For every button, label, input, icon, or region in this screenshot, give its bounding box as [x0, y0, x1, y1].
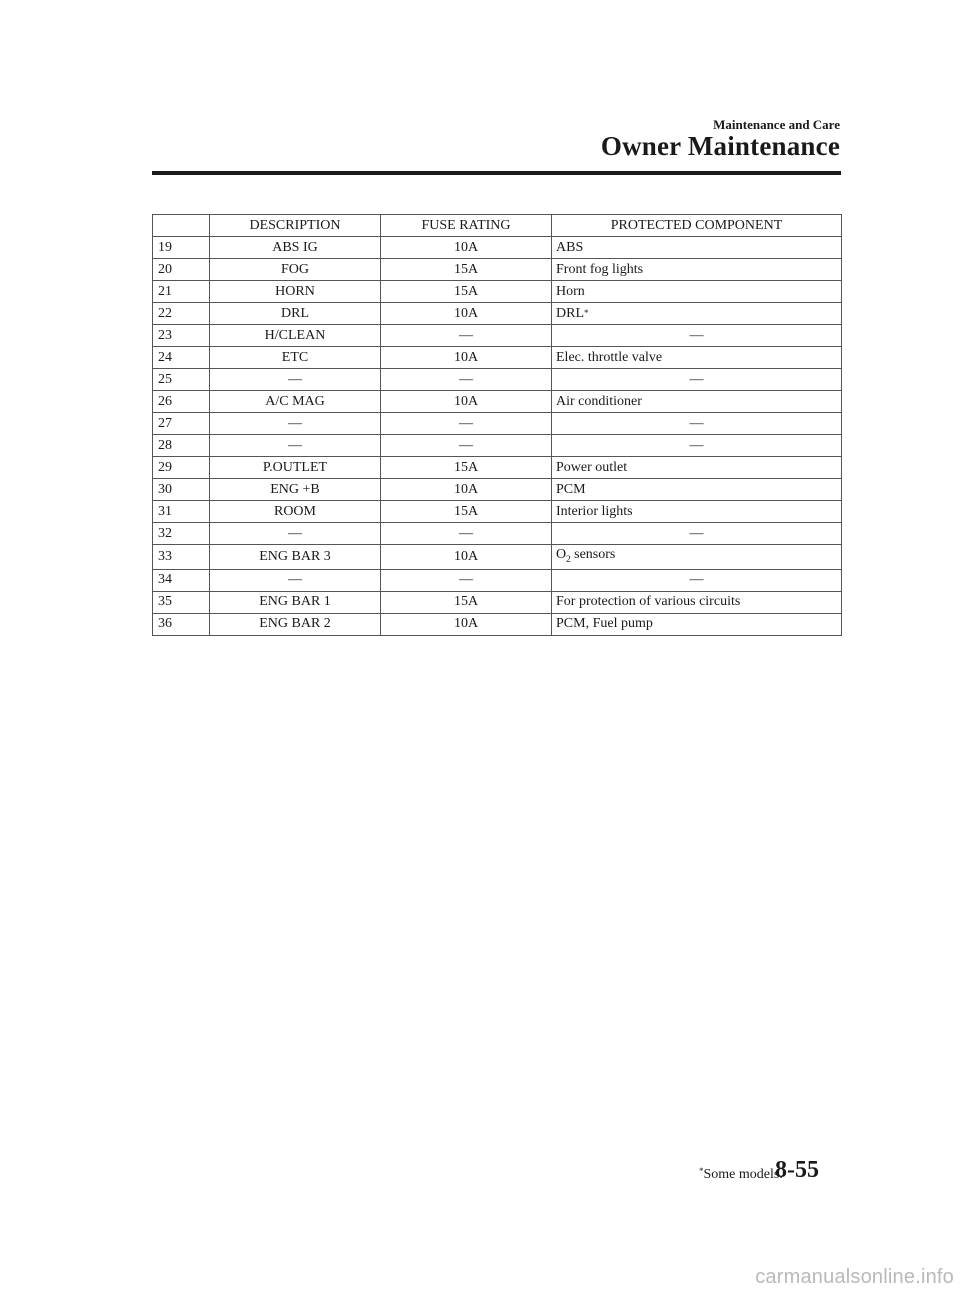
header-rule: [152, 171, 841, 175]
fuse-number-cell: 31: [153, 501, 210, 523]
fuse-number-cell: 30: [153, 479, 210, 501]
component-text: PCM: [556, 481, 586, 497]
fuse-number-cell: 20: [153, 259, 210, 281]
fuse-number-cell: 26: [153, 391, 210, 413]
fuse-number-cell: 23: [153, 325, 210, 347]
some-models-mark: *: [584, 307, 589, 318]
component-text: Horn: [556, 283, 585, 299]
description-cell: HORN: [210, 281, 381, 303]
description-cell: ENG BAR 1: [210, 591, 381, 613]
fuse-rating-cell: 15A: [381, 501, 552, 523]
table-row: [153, 545, 842, 570]
fuse-rating-cell: ―: [381, 413, 552, 435]
component-text: For protection of various circuits: [556, 594, 741, 610]
protected-component-cell: [552, 501, 842, 523]
protected-component-cell: [552, 347, 842, 369]
fuse-rating-cell: 15A: [381, 281, 552, 303]
fuse-number-cell: 33: [153, 545, 210, 570]
fuse-rating-cell: 10A: [381, 303, 552, 325]
fuse-number-cell: 19: [153, 237, 210, 259]
page-number: 8-55: [775, 1157, 819, 1183]
fuse-rating-cell: 10A: [381, 479, 552, 501]
fuse-number-cell: 27: [153, 413, 210, 435]
protected-component-cell: [552, 435, 842, 457]
table-row: [153, 369, 842, 391]
component-text: ―: [689, 327, 704, 343]
description-cell: ―: [210, 413, 381, 435]
protected-component-cell: [552, 303, 842, 325]
component-text: ―: [689, 371, 704, 387]
component-text: ―: [689, 415, 704, 431]
footnote-mark: *: [699, 1166, 704, 1176]
column-header-fuse-rating: FUSE RATING: [381, 215, 552, 237]
fuse-rating-cell: 10A: [381, 613, 552, 635]
fuse-rating-cell: 10A: [381, 391, 552, 413]
protected-component-cell: [552, 325, 842, 347]
protected-component-cell: [552, 569, 842, 591]
protected-component-cell: [552, 259, 842, 281]
fuse-rating-cell: 15A: [381, 457, 552, 479]
table-row: [153, 591, 842, 613]
fuse-rating-cell: 15A: [381, 591, 552, 613]
table-row: [153, 413, 842, 435]
description-cell: H/CLEAN: [210, 325, 381, 347]
watermark-text: carmanualsonline.info: [755, 1266, 954, 1288]
fuse-number-cell: 32: [153, 523, 210, 545]
table-row: [153, 435, 842, 457]
protected-component-cell: [552, 391, 842, 413]
table-row: [153, 303, 842, 325]
component-text: Front fog lights: [556, 261, 644, 277]
table-row: [153, 569, 842, 591]
fuse-number-cell: 22: [153, 303, 210, 325]
protected-component-cell: [552, 413, 842, 435]
fuse-rating-cell: ―: [381, 369, 552, 391]
component-subscript: 2: [566, 553, 571, 564]
footnote: [699, 1167, 783, 1183]
column-header-number: [153, 215, 210, 237]
description-cell: ―: [210, 435, 381, 457]
component-text: Power outlet: [556, 459, 628, 475]
fuse-rating-cell: ―: [381, 569, 552, 591]
table-row: [153, 347, 842, 369]
table-header-row: [153, 215, 842, 237]
description-cell: ―: [210, 369, 381, 391]
table-row: [153, 325, 842, 347]
footnote-text: Some models.: [703, 1167, 783, 1182]
component-text-suffix: sensors: [570, 547, 616, 562]
description-cell: ROOM: [210, 501, 381, 523]
fuse-number-cell: 34: [153, 569, 210, 591]
page-title: Owner Maintenance: [600, 131, 840, 161]
table-row: [153, 281, 842, 303]
component-text: O: [556, 547, 567, 562]
fuse-rating-cell: 10A: [381, 237, 552, 259]
fuse-number-cell: 21: [153, 281, 210, 303]
fuse-number-cell: 25: [153, 369, 210, 391]
component-text: DRL: [556, 305, 584, 321]
component-text: Air conditioner: [556, 393, 642, 409]
protected-component-cell: [552, 281, 842, 303]
component-text: ABS: [556, 239, 584, 255]
fuse-number-cell: 36: [153, 613, 210, 635]
fuse-table: [152, 214, 842, 636]
fuse-rating-cell: 10A: [381, 347, 552, 369]
table-row: [153, 479, 842, 501]
description-cell: ENG BAR 2: [210, 613, 381, 635]
description-cell: ETC: [210, 347, 381, 369]
section-label: Maintenance and Care: [713, 117, 840, 132]
fuse-number-cell: 29: [153, 457, 210, 479]
column-header-protected-component: PROTECTED COMPONENT: [552, 215, 842, 237]
fuse-table-body: [153, 237, 842, 636]
column-header-description: DESCRIPTION: [210, 215, 381, 237]
protected-component-cell: [552, 369, 842, 391]
fuse-rating-cell: 10A: [381, 545, 552, 570]
table-row: [153, 457, 842, 479]
description-cell: ―: [210, 569, 381, 591]
table-row: [153, 391, 842, 413]
protected-component-cell: [552, 613, 842, 635]
protected-component-cell: [552, 237, 842, 259]
table-row: [153, 523, 842, 545]
fuse-number-cell: 35: [153, 591, 210, 613]
fuse-rating-cell: 15A: [381, 259, 552, 281]
fuse-rating-cell: ―: [381, 435, 552, 457]
description-cell: ENG +B: [210, 479, 381, 501]
table-row: [153, 237, 842, 259]
description-cell: ENG BAR 3: [210, 545, 381, 570]
component-text: ―: [689, 437, 704, 453]
description-cell: DRL: [210, 303, 381, 325]
component-text: Interior lights: [556, 503, 633, 519]
protected-component-cell: [552, 591, 842, 613]
table-row: [153, 259, 842, 281]
protected-component-cell: [552, 457, 842, 479]
protected-component-cell: [552, 479, 842, 501]
fuse-number-cell: 28: [153, 435, 210, 457]
table-row: [153, 501, 842, 523]
fuse-rating-cell: ―: [381, 325, 552, 347]
table-row: [153, 613, 842, 635]
fuse-rating-cell: ―: [381, 523, 552, 545]
description-cell: FOG: [210, 259, 381, 281]
component-text: Elec. throttle valve: [556, 349, 663, 365]
component-text: ―: [689, 525, 704, 541]
component-text: PCM, Fuel pump: [556, 616, 653, 632]
description-cell: A/C MAG: [210, 391, 381, 413]
component-text: ―: [689, 572, 704, 588]
protected-component-cell: [552, 523, 842, 545]
protected-component-cell: [552, 545, 842, 570]
description-cell: ―: [210, 523, 381, 545]
fuse-number-cell: 24: [153, 347, 210, 369]
description-cell: P.OUTLET: [210, 457, 381, 479]
description-cell: ABS IG: [210, 237, 381, 259]
